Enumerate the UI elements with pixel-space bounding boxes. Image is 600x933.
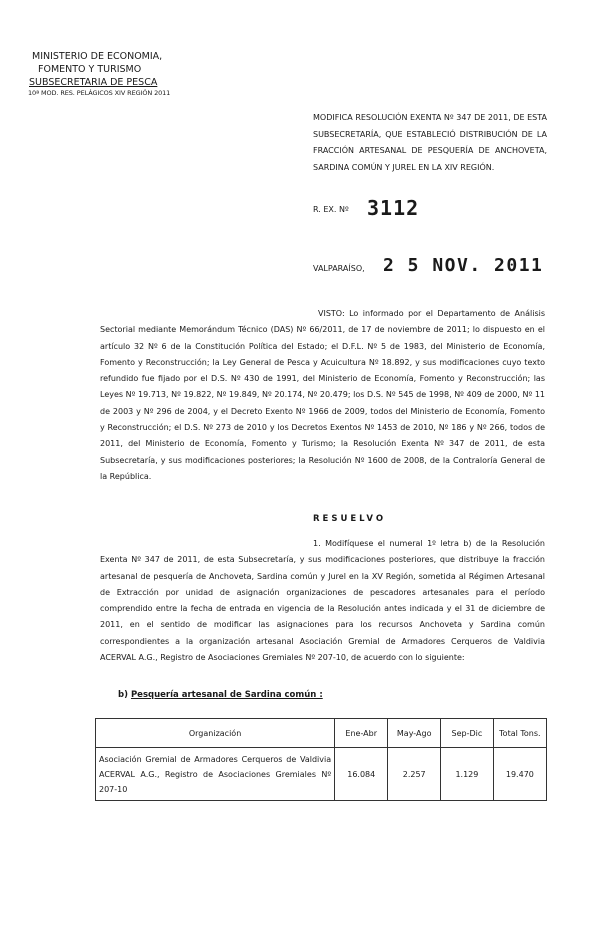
header-line: FOMENTO Y TURISMO <box>38 64 142 75</box>
city: VALPARAÍSO, <box>313 264 365 273</box>
column-header: May-Ago <box>388 719 441 748</box>
visto-paragraph: VISTO: Lo informado por el Departamento de Análisis Sectorial mediante Memorándum Técnico (DAS) Nº 66/2011, de 17 de noviembre de 2011; lo dispuesto en el artículo 32 Nº 6 de la Constitución Política del Estado; el D.F.L. Nº 5 de 1983, del Ministerio de Economía, Fomento y Reconstrucción; la Ley General de Pesca y Acuicultura Nº 18.892, y sus modificaciones cuyo texto refundido fue fijado por el D.S. Nº 430 de 1991, del Ministerio de Economía, Fomento y Reconstrucción; las Leyes Nº 19.713, Nº 19.822, Nº 19.849, Nº 20.174, Nº 20.479; los D.S. Nº 545 de 1998, Nº 409 de 2000, Nº 11 de 2003 y Nº 296 de 2004, y el Decreto Exento Nº 1966 de 2009, todos del Ministerio de Economía, Fomento y Reconstrucción; el D.S. Nº 273 de 2010 y los Decretos Exentos Nº 1453 de 2010, Nº 186 y Nº 266, todos de 2011, del Ministerio de Economía, Fomento y Turismo; la Resolución Exenta Nº 347 de 2011, de esta Subsecretaría, y sus modificaciones posteriores; la Resolución Nº 1600 de 2008, de la Contraloría General de la República. <box>100 309 545 481</box>
ministry-header <box>28 50 188 98</box>
subtitle-label: Pesquería artesanal de Sardina común : <box>130 690 323 700</box>
date-stamp: 2 5 NOV. 2011 <box>383 255 544 276</box>
table-row <box>96 748 547 801</box>
resuelvo-heading: RESUELVO <box>313 514 387 524</box>
section-subtitle <box>118 690 323 700</box>
column-header: Organización <box>96 719 335 748</box>
column-header: Total Tons. <box>493 719 546 748</box>
resolution-subject: MODIFICA RESOLUCIÓN EXENTA Nº 347 DE 2011, DE ESTA SUBSECRETARÍA, QUE ESTABLECIÓ DISTRIBUCIÓN DE LA FRACCIÓN ARTESANAL DE PESQUERÍA DE ANCHOVETA, SARDINA COMÚN Y JUREL EN LA XIV REGIÓN. <box>313 113 547 172</box>
resolution-number: 3112 <box>367 196 420 220</box>
subtitle-letter: b) <box>118 690 128 700</box>
column-header: Sep-Dic <box>441 719 494 748</box>
header-reference: 10ª MOD. RES. PELÁGICOS XIV REGIÓN 2011 <box>28 89 171 97</box>
column-header: Ene-Abr <box>335 719 388 748</box>
cell-ene-abr: 16.084 <box>335 748 388 801</box>
cell-sep-dic: 1.129 <box>441 748 494 801</box>
header-line: SUBSECRETARIA DE PESCA <box>29 77 158 88</box>
cell-may-ago: 2.257 <box>388 748 441 801</box>
table-header-row <box>96 719 547 748</box>
allocation-table <box>95 718 547 801</box>
cell-total: 19.470 <box>493 748 546 801</box>
numeral-1-paragraph: 1. Modifíquese el numeral 1º letra b) de la Resolución Exenta Nº 347 de 2011, de esta Subsecretaría, y sus modificaciones posteriores, que distribuye la fracción artesanal de pesquería de Anchoveta, Sardina común y Jurel en la XV Región, sometida al Régimen Artesanal de Extracción por unidad de asignación organizaciones de pescadores artesanales para el período comprendido entre la fecha de entrada en vigencia de la Resolución antes indicada y el 31 de diciembre de 2011, en el sentido de modificar las asignaciones para los recursos Anchoveta y Sardina común correspondientes a la organización artesanal Asociación Gremial de Armadores Cerqueros de Valdivia ACERVAL A.G., Registro de Asociaciones Gremiales Nº 207-10, de acuerdo con lo siguiente: <box>100 539 545 663</box>
resolution-label: R. EX. Nº <box>313 205 349 214</box>
header-line: MINISTERIO DE ECONOMIA, <box>32 51 163 62</box>
cell-organization: Asociación Gremial de Armadores Cerqueros de Valdivia ACERVAL A.G., Registro de Asociaciones Gremiales Nº 207-10 <box>96 748 335 801</box>
